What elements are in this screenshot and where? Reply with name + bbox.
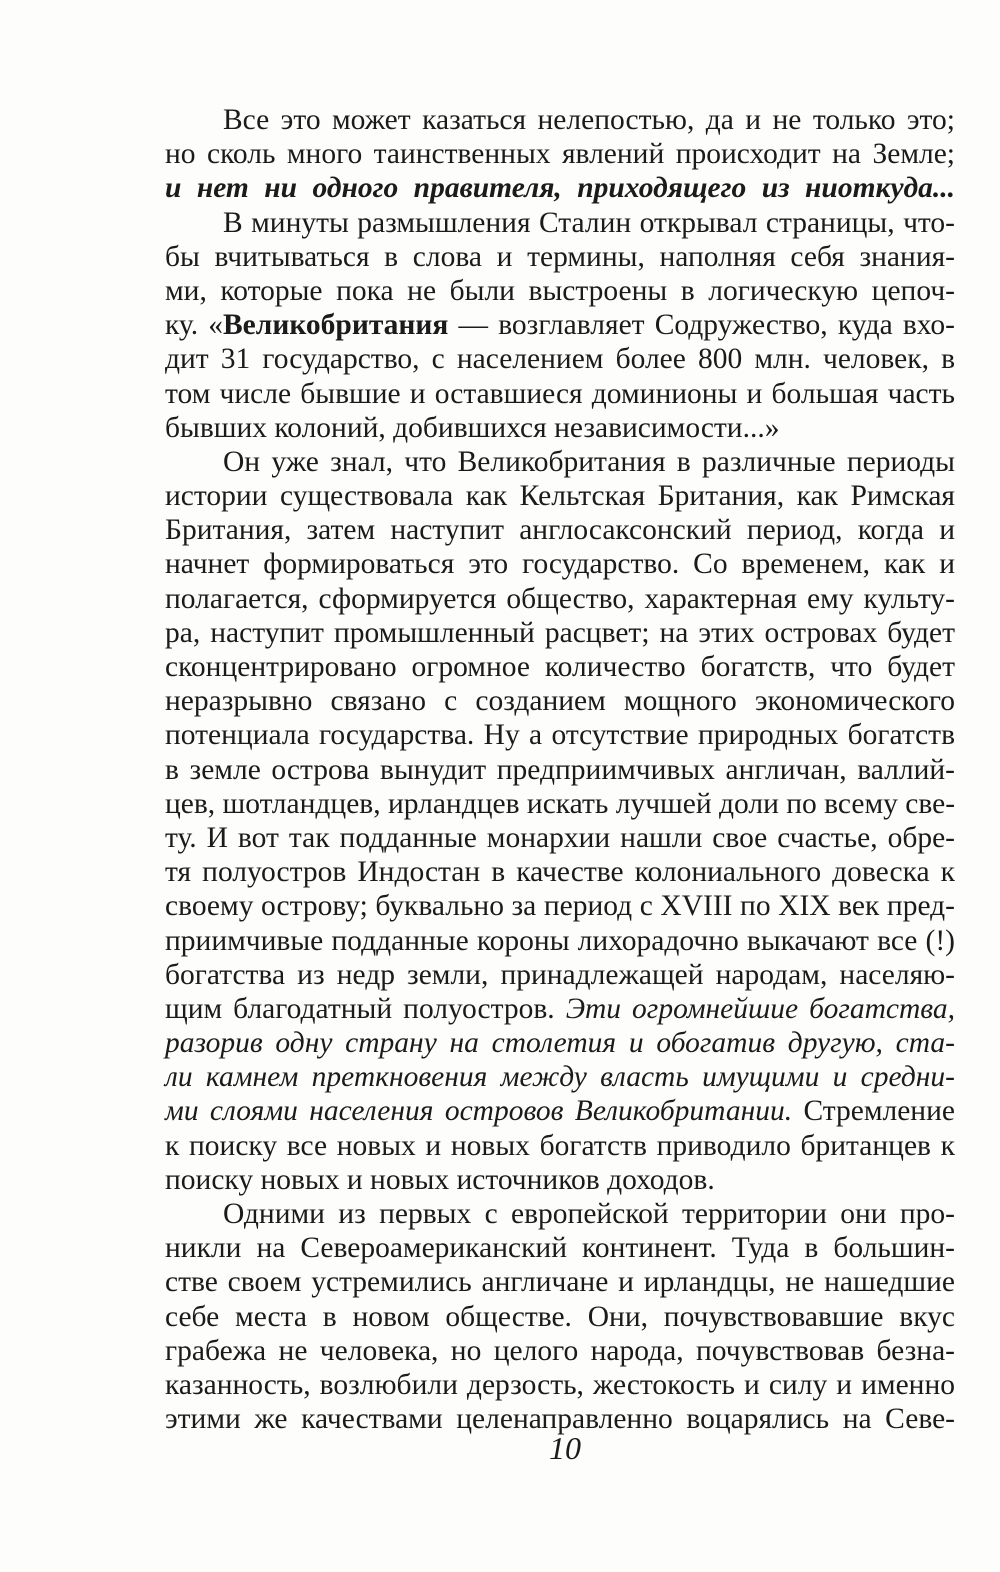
text-run: щим благодатный полуостров. bbox=[165, 992, 566, 1025]
text-run: бы вчитываться в слова и термины, наполняя себя знания- bbox=[165, 240, 955, 273]
text-run: Одними из первых с европейской территории они про- bbox=[223, 1198, 955, 1230]
text-run: грабежа не человека, но целого народа, почувствовав безна- bbox=[165, 1334, 955, 1367]
text-line bbox=[165, 342, 955, 376]
text-line bbox=[165, 377, 955, 411]
text-run: приимчивые подданные короны лихорадочно выкачают все (!) bbox=[165, 924, 955, 957]
text-run: себе места в новом обществе. Они, почувствовавшие вкус bbox=[165, 1300, 955, 1333]
text-run: поиску новых и новых источников доходов. bbox=[165, 1163, 715, 1196]
text-line bbox=[165, 1368, 955, 1402]
text-run: казанность, возлюбили дерзость, жестокость и силу и именно bbox=[165, 1368, 955, 1401]
text-run: сконцентрировано огромное количество богатств, что будет bbox=[165, 651, 955, 683]
text-run: к поиску все новых и новых богатств приводило британцев к bbox=[165, 1129, 955, 1162]
text-line bbox=[165, 308, 955, 342]
text-run: ра, наступит промышленный расцвет; на этих островах будет bbox=[165, 616, 955, 649]
text-run: ту. И вот так подданные монархии нашли свое счастье, обре- bbox=[165, 821, 955, 854]
text-line bbox=[165, 958, 955, 992]
text-line bbox=[165, 206, 955, 240]
text-line bbox=[165, 1265, 955, 1299]
text-line bbox=[165, 137, 955, 171]
text-run: бывших колоний, добившихся независимости...» bbox=[165, 411, 780, 444]
text-line bbox=[165, 240, 955, 274]
text-line bbox=[165, 479, 955, 513]
text-line bbox=[165, 1231, 955, 1265]
text-line bbox=[165, 821, 955, 855]
text-run: никли на Североамериканский континент. Туда в большин- bbox=[165, 1232, 955, 1265]
italic-run: ли камнем преткновения между власть имущими и средни- bbox=[165, 1061, 955, 1094]
text-line bbox=[165, 1129, 955, 1163]
text-run: Все это может казаться нелепостью, да и не только это; bbox=[223, 104, 955, 136]
text-run: потенциала государства. Ну а отсутствие природных богатств bbox=[165, 719, 955, 752]
text-line bbox=[165, 103, 955, 137]
text-line bbox=[165, 171, 955, 205]
text-run: богатства из недр земли, принадлежащей народам, населяю- bbox=[165, 958, 955, 991]
text-run: этими же качествами целенаправленно воцарялись на Севе- bbox=[165, 1403, 955, 1436]
text-run: том числе бывшие и оставшиеся доминионы и большая часть bbox=[165, 377, 955, 410]
page-number: 10 bbox=[549, 1430, 581, 1466]
text-line bbox=[165, 924, 955, 958]
text-run: своему острову; буквально за период с XVIII по XIX век пред- bbox=[165, 890, 955, 923]
italic-run: ми слоями населения островов Великобритании. bbox=[165, 1095, 793, 1128]
text-line bbox=[165, 582, 955, 616]
text-line bbox=[165, 513, 955, 547]
text-run: в земле острова вынудит предприимчивых англичан, валлий- bbox=[165, 753, 955, 786]
text-run: Он уже знал, что Великобритания в различные периоды bbox=[223, 445, 955, 478]
text-run: неразрывно связано с созданием мощного экономического bbox=[165, 685, 955, 718]
text-run: полагается, сформируется общество, характерная ему культу- bbox=[165, 582, 955, 615]
text-line bbox=[165, 1197, 955, 1231]
italic-run: Эти огромнейшие богатства, bbox=[565, 992, 956, 1025]
bold-italic-run: и нет ни одного правителя, приходящего из ниоткуда... bbox=[165, 172, 955, 205]
bold-term: Великобритания bbox=[223, 309, 449, 342]
text-run: — возглавляет Содружество, куда вхо- bbox=[448, 309, 955, 342]
text-line bbox=[165, 1060, 955, 1094]
text-line bbox=[165, 889, 955, 923]
text-line bbox=[165, 1334, 955, 1368]
italic-run: разорив одну страну на столетия и обогатив другую, ста- bbox=[165, 1027, 955, 1060]
text-run: ку. « bbox=[165, 309, 223, 342]
text-line bbox=[165, 547, 955, 581]
text-line bbox=[165, 684, 955, 718]
text-run: начнет формироваться это государство. Со временем, как и bbox=[165, 548, 955, 581]
text-line bbox=[165, 992, 955, 1026]
text-run: цев, шотландцев, ирландцев искать лучшей доли по всему све- bbox=[165, 787, 956, 820]
text-run: стве своем устремились англичане и ирландцы, не нашедшие bbox=[165, 1266, 955, 1299]
text-line bbox=[165, 1163, 955, 1197]
text-run: Британия, затем наступит англосаксонский период, когда и bbox=[165, 514, 955, 547]
text-line bbox=[165, 445, 955, 479]
text-line bbox=[165, 650, 955, 684]
text-run: тя полуостров Индостан в качестве колониального довеска к bbox=[165, 856, 955, 889]
text-line bbox=[165, 1026, 955, 1060]
text-line bbox=[165, 1094, 955, 1128]
text-line bbox=[165, 411, 955, 445]
text-line bbox=[165, 787, 955, 821]
text-line bbox=[165, 616, 955, 650]
text-run: Стремление bbox=[792, 1095, 955, 1128]
text-run: В минуты размышления Сталин открывал страницы, что- bbox=[223, 206, 955, 239]
body-text bbox=[165, 103, 955, 1436]
text-line bbox=[165, 718, 955, 752]
text-run: дит 31 государство, с населением более 800 млн. человек, в bbox=[165, 343, 955, 376]
text-line bbox=[165, 1300, 955, 1334]
text-line bbox=[165, 274, 955, 308]
text-line bbox=[165, 753, 955, 787]
text-run: но сколь много таинственных явлений происходит на Земле; bbox=[165, 138, 955, 171]
text-run: ми, которые пока не были выстроены в логическую цепоч- bbox=[165, 274, 955, 307]
text-line bbox=[165, 855, 955, 889]
text-run: истории существовала как Кельтская Британия, как Римская bbox=[165, 480, 955, 513]
